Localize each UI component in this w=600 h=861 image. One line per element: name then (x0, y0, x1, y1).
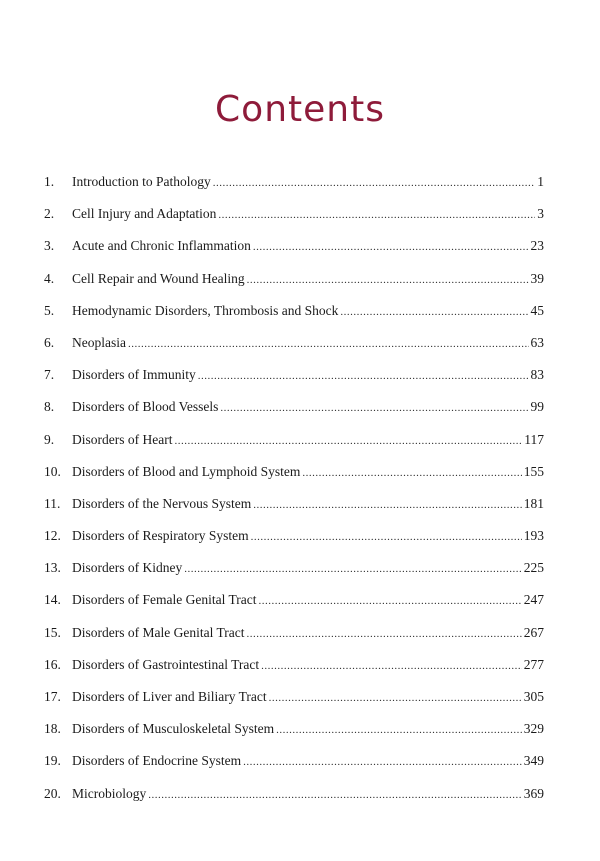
toc-entry-page: 1 (537, 174, 544, 189)
toc-entry (44, 327, 544, 359)
toc-entry-title: Disorders of Blood and Lymphoid System (72, 463, 301, 479)
toc-entry-number: 13. (44, 560, 61, 576)
toc-entry-page: 3 (537, 206, 544, 222)
toc-entry-number: 8. (44, 399, 55, 415)
toc-entry-title: Disorders of Liver and Biliary Tract (72, 689, 267, 704)
toc-entry-number: 3. (44, 238, 55, 254)
toc-entry-number: 10. (44, 463, 61, 479)
toc-entry (44, 391, 544, 423)
toc-entry-number: 15. (44, 624, 61, 640)
toc-entry (44, 552, 544, 584)
page-title: Contents (215, 89, 385, 130)
toc-entry (44, 745, 544, 777)
toc-entry-number: 16. (44, 656, 61, 672)
toc-entry-title: Disorders of Male Genital Tract (72, 624, 245, 640)
toc-entry-title: Hemodynamic Disorders, Thrombosis and Shock (72, 302, 339, 318)
toc-entry-title: Disorders of Female Genital Tract (72, 592, 257, 608)
toc-entry-page: 99 (530, 399, 544, 415)
toc-entry-page: 349 (523, 753, 544, 769)
toc-entry-title: Cell Injury and Adaptation (72, 206, 217, 222)
toc-entry (44, 456, 544, 488)
toc-leader-dots (243, 746, 522, 778)
toc-leader-dots (218, 199, 535, 231)
toc-entry-number: 19. (44, 753, 61, 769)
toc-entry (44, 649, 544, 681)
toc-entry (44, 295, 544, 327)
toc-leader-dots (247, 264, 529, 296)
toc-entry-title: Disorders of Blood Vessels (72, 399, 219, 415)
toc-entry-number: 5. (44, 302, 55, 318)
toc-entry-page: 181 (523, 495, 544, 511)
toc-leader-dots (258, 585, 521, 617)
toc-entry-number: 9. (44, 431, 55, 447)
toc-entry-title: Cell Repair and Wound Healing (72, 270, 245, 286)
toc-entry-page: 63 (530, 334, 544, 350)
toc-leader-dots (269, 682, 522, 714)
toc-entry-title: Disorders of Musculoskeletal System (72, 721, 275, 737)
toc-entry-title: Acute and Chronic Inflammation (72, 238, 251, 254)
toc-entry-number: 17. (44, 689, 61, 704)
toc-entry (44, 584, 544, 616)
toc-entry-number: 4. (44, 270, 55, 286)
toc-leader-dots (253, 231, 529, 263)
toc-leader-dots (174, 425, 522, 457)
toc-entry-page: 117 (524, 431, 544, 447)
toc-entry-page: 267 (523, 624, 544, 640)
toc-entry-title: Disorders of the Nervous System (72, 495, 252, 511)
toc-entry-title: Introduction to Pathology (72, 174, 211, 189)
toc-leader-dots (220, 392, 528, 424)
toc-entry-title: Neoplasia (72, 334, 126, 350)
toc-entry-title: Disorders of Immunity (72, 367, 196, 383)
toc-list (44, 166, 544, 810)
toc-entry-number: 18. (44, 721, 61, 737)
toc-entry-number: 2. (44, 206, 55, 222)
toc-entry (44, 424, 544, 456)
toc-leader-dots (198, 360, 529, 392)
toc-entry-page: 83 (530, 367, 544, 383)
toc-entry-page: 193 (523, 528, 544, 544)
toc-leader-dots (128, 328, 529, 360)
toc-entry (44, 520, 544, 552)
toc-entry (44, 713, 544, 745)
toc-entry-title: Disorders of Heart (72, 431, 173, 447)
toc-entry-number: 6. (44, 334, 55, 350)
toc-leader-dots (251, 521, 522, 553)
toc-entry (44, 230, 544, 262)
toc-entry-page: 305 (523, 689, 544, 704)
toc-leader-dots (246, 618, 521, 650)
toc-entry-page: 329 (523, 721, 544, 737)
toc-entry (44, 488, 544, 520)
toc-entry-page: 155 (523, 463, 544, 479)
toc-leader-dots (253, 489, 522, 521)
toc-entry-number: 12. (44, 528, 61, 544)
toc-entry-number: 14. (44, 592, 61, 608)
toc-entry-title: Disorders of Respiratory System (72, 528, 249, 544)
toc-leader-dots (148, 779, 522, 811)
toc-entry-number: 11. (44, 495, 61, 511)
toc-entry-title: Disorders of Endocrine System (72, 753, 242, 769)
toc-entry (44, 198, 544, 230)
toc-entry-title: Disorders of Gastrointestinal Tract (72, 656, 260, 672)
toc-entry (44, 359, 544, 391)
toc-entry-page: 39 (530, 270, 544, 286)
toc-leader-dots (302, 457, 521, 489)
toc-entry-page: 277 (523, 656, 544, 672)
toc-entry (44, 617, 544, 649)
toc-leader-dots (340, 296, 528, 328)
toc-leader-dots (213, 167, 536, 199)
toc-entry (44, 681, 544, 713)
toc-leader-dots (184, 553, 522, 585)
toc-entry-page: 369 (523, 785, 544, 801)
toc-leader-dots (261, 650, 522, 682)
toc-entry-number: 7. (44, 367, 55, 383)
toc-entry-number: 1. (44, 174, 55, 189)
toc-entry (44, 166, 544, 198)
toc-entry-page: 247 (523, 592, 544, 608)
toc-leader-dots (276, 714, 522, 746)
toc-entry-title: Disorders of Kidney (72, 560, 183, 576)
toc-entry-page: 23 (530, 238, 544, 254)
toc-entry-page: 225 (523, 560, 544, 576)
toc-entry-title: Microbiology (72, 785, 147, 801)
toc-entry-number: 20. (44, 785, 61, 801)
toc-entry (44, 778, 544, 810)
toc-entry-page: 45 (530, 302, 544, 318)
toc-entry (44, 263, 544, 295)
